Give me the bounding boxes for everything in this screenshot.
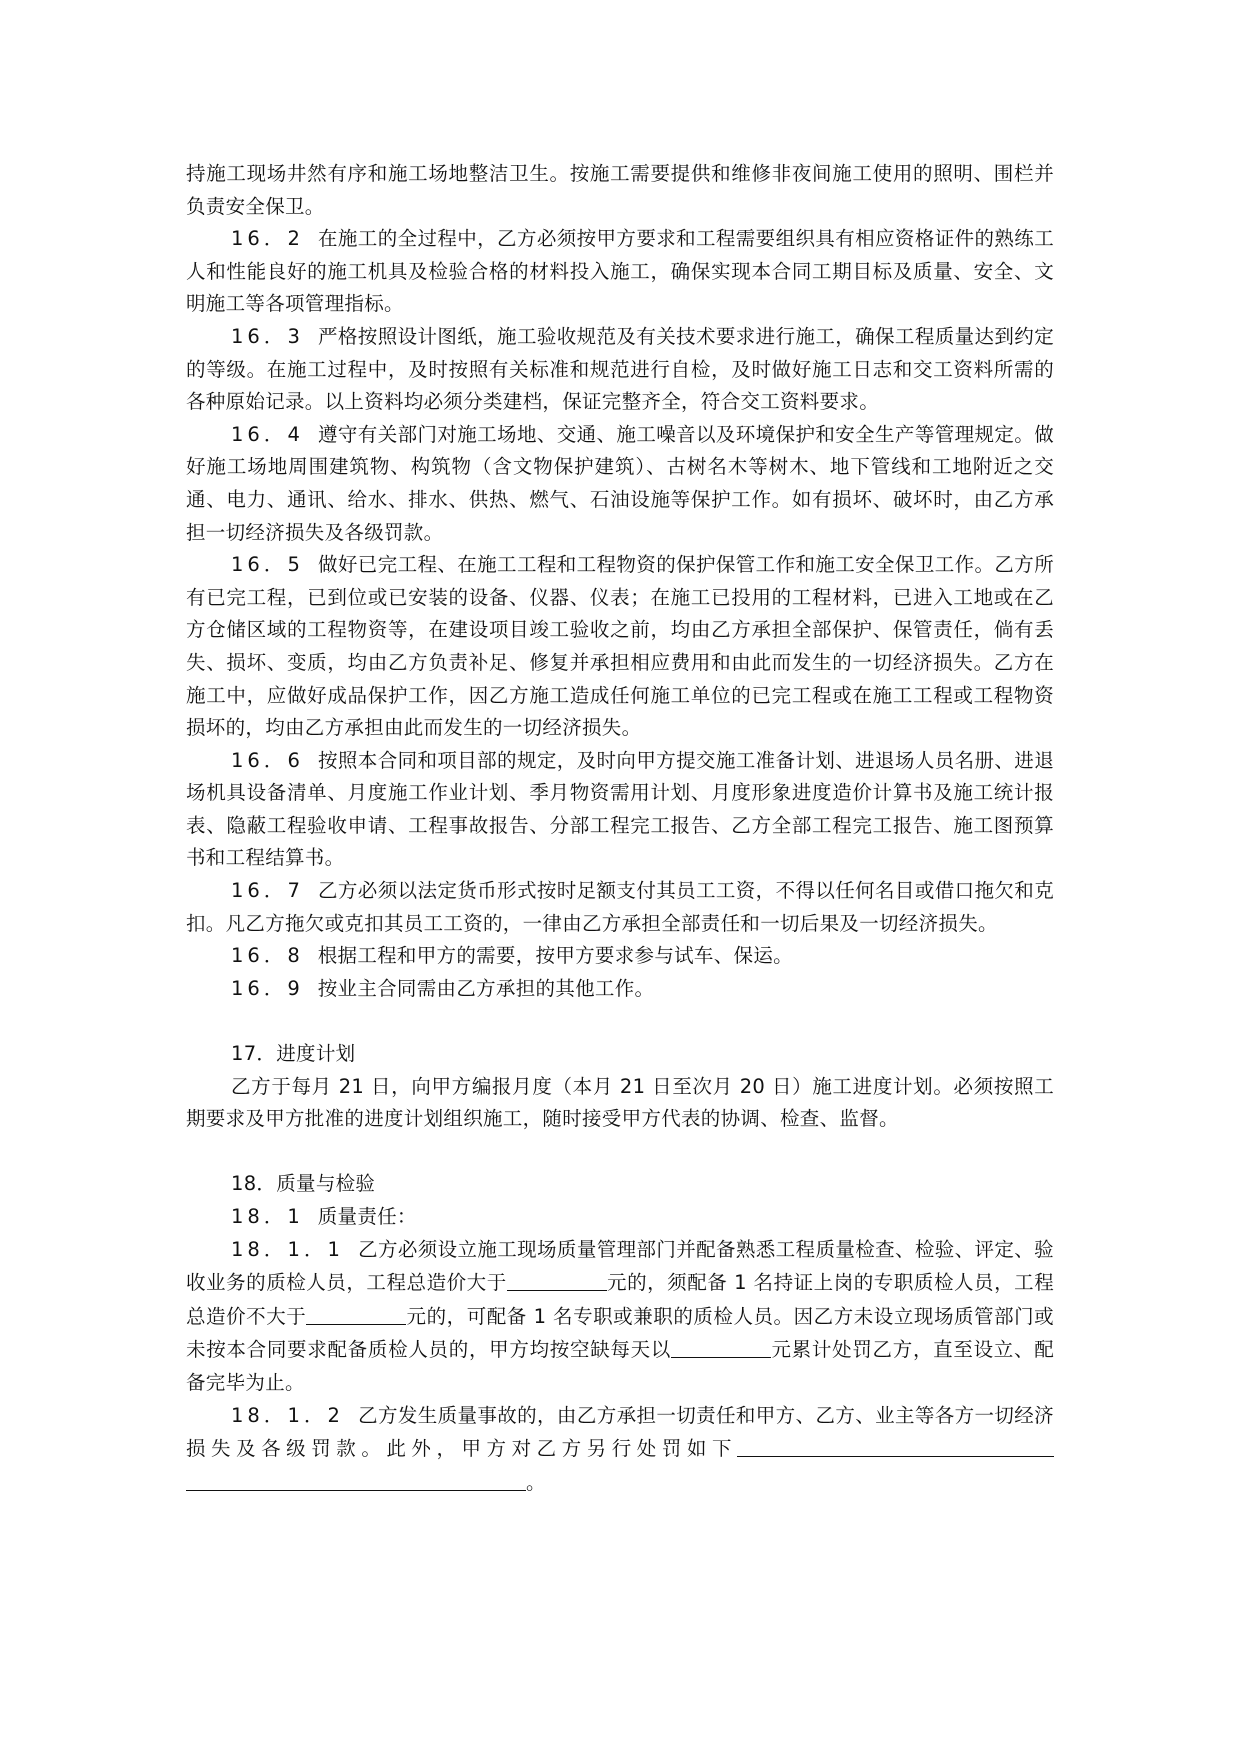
clause-number: 16．4 bbox=[231, 422, 304, 446]
spacer bbox=[186, 1005, 1054, 1038]
clause-text: 根据工程和甲方的需要，按甲方要求参与试车、保运。 bbox=[317, 944, 793, 968]
clause-number: 16．5 bbox=[231, 553, 304, 577]
clause-18-1-1 bbox=[186, 1234, 1054, 1400]
fill-in-blank-additional-penalty[interactable] bbox=[737, 1434, 1054, 1457]
clause-16-8 bbox=[186, 940, 1054, 973]
paragraph-continuation bbox=[186, 158, 1054, 223]
clause-text: 在施工的全过程中，乙方必须按甲方要求和工程需要组织具有相应资格证件的熟练工人和性能良好的施工机具及检验合格的材料投入施工，确保实现本合同工期目标及质量、安全、文明施工等各项管理指标。 bbox=[186, 227, 1054, 316]
document-page bbox=[186, 158, 1054, 1499]
clause-16-3 bbox=[186, 321, 1054, 419]
fill-in-blank-additional-penalty-continued[interactable] bbox=[186, 1468, 526, 1491]
clause-16-9 bbox=[186, 973, 1054, 1006]
clause-text: 严格按照设计图纸，施工验收规范及有关技术要求进行施工，确保工程质量达到约定的等级。在施工过程中，及时按照有关标准和规范进行自检，及时做好施工日志和交工资料所需的各种原始记录。以上资料均必须分类建档，保证完整齐全，符合交工资料要求。 bbox=[186, 324, 1054, 414]
fill-in-blank-total-cost-below[interactable] bbox=[306, 1302, 406, 1325]
clause-number: 16．9 bbox=[231, 976, 304, 1000]
clause-text: 乙方必须设立施工现场质量管理部门并配备熟悉工程质量检查、检验、评定、验收业务的质检人员，工程总造价大于 bbox=[186, 1237, 1054, 1295]
clause-text: 元的，可配备 1 名专职或兼职的质检人员。因乙方未设立现场质管部门或未按本合同要求配备质检人员的，甲方均按空缺每天以 bbox=[186, 1304, 1054, 1362]
clause-text: 按业主合同需由乙方承担的其他工作。 bbox=[317, 976, 655, 1000]
section-17-heading: 17．进度计划 bbox=[231, 1042, 356, 1066]
clause-16-2 bbox=[186, 223, 1054, 321]
clause-16-5 bbox=[186, 549, 1054, 745]
clause-16-7 bbox=[186, 875, 1054, 940]
fill-in-blank-daily-penalty[interactable] bbox=[671, 1335, 771, 1358]
clause-16-4 bbox=[186, 419, 1054, 549]
clause-text: 元累计处罚乙方，直至设立、配备完毕为止。 bbox=[186, 1338, 1055, 1394]
clause-text: 乙方发生质量事故的，由乙方承担一切责任和甲方、乙方、业主等各方一切经济损失及各级罚款。此外，甲方对乙方另行处罚如下 bbox=[186, 1403, 1054, 1461]
clause-text: 质量责任： bbox=[317, 1205, 417, 1228]
spacer bbox=[186, 1136, 1054, 1169]
section-18-heading: 18．质量与检验 bbox=[231, 1172, 376, 1196]
clause-number: 16．7 bbox=[231, 879, 304, 903]
section-17-body: 乙方于每月 21 日，向甲方编报月度（本月 21 日至次月 20 日）施工进度计划。必须按照工期要求及甲方批准的进度计划组织施工，随时接受甲方代表的协调、检查、监督。 bbox=[186, 1074, 1054, 1131]
paragraph-text: 持施工现场井然有序和施工场地整洁卫生。按施工需要提供和维修非夜间施工使用的照明、围栏并负责安全保卫。 bbox=[186, 162, 1054, 218]
clause-text: 按照本合同和项目部的规定，及时向甲方提交施工准备计划、进退场人员名册、进退场机具设备清单、月度施工作业计划、季月物资需用计划、月度形象进度造价计算书及施工统计报表、隐蔽工程验收申请、工程事故报告、分部工程完工报告、乙方全部工程完工报告、施工图预算书和工程结算书。 bbox=[186, 748, 1054, 870]
clause-text: 元的，须配备 1 名持证上岗的专职质检人员，工程总造价不大于 bbox=[186, 1271, 1054, 1328]
clause-text: 乙方必须以法定货币形式按时足额支付其员工工资，不得以任何名目或借口拖欠和克扣。凡乙方拖欠或克扣其员工工资的，一律由乙方承担全部责任和一切后果及一切经济损失。 bbox=[186, 879, 1054, 935]
clause-number: 18．1．2 bbox=[231, 1403, 344, 1427]
clause-text: 做好已完工程、在施工工程和工程物资的保护保管工作和施工安全保卫工作。乙方所有已完工程，已到位或已安装的设备、仪器、仪表；在施工已投用的工程材料，已进入工地或在乙方仓储区域的工程物资等，在建设项目竣工验收之前，均由乙方承担全部保护、保管责任，倘有丢失、损坏、变质，均由乙方负责补足、修复并承担相应费用和由此而发生的一切经济损失。乙方在施工中，应做好成品保护工作，因乙方施工造成任何施工单位的已完工程或在施工工程或工程物资损坏的，均由乙方承担由此而发生的一切经济损失。 bbox=[186, 553, 1054, 740]
fill-in-blank-total-cost-above[interactable] bbox=[507, 1268, 607, 1291]
clause-number: 16．2 bbox=[231, 227, 304, 251]
clause-text: 遵守有关部门对施工场地、交通、施工噪音以及环境保护和安全生产等管理规定。做好施工场地周围建筑物、构筑物（含文物保护建筑）、古树名木等树木、地下管线和工地附近之交通、电力、通讯、给水、排水、供热、燃气、石油设施等保护工作。如有损坏、破坏时，由乙方承担一切经济损失及各级罚款。 bbox=[186, 422, 1054, 544]
clause-number: 18．1．1 bbox=[231, 1237, 344, 1261]
clause-number: 16．3 bbox=[231, 324, 304, 348]
clause-18-1-2 bbox=[186, 1400, 1054, 1500]
clause-18-1 bbox=[186, 1201, 1054, 1234]
clause-number: 16．6 bbox=[231, 748, 304, 772]
clause-end-punctuation: 。 bbox=[526, 1470, 546, 1494]
clause-number: 18．1 bbox=[231, 1205, 304, 1228]
clause-number: 16．8 bbox=[231, 944, 304, 968]
clause-16-6 bbox=[186, 745, 1054, 875]
